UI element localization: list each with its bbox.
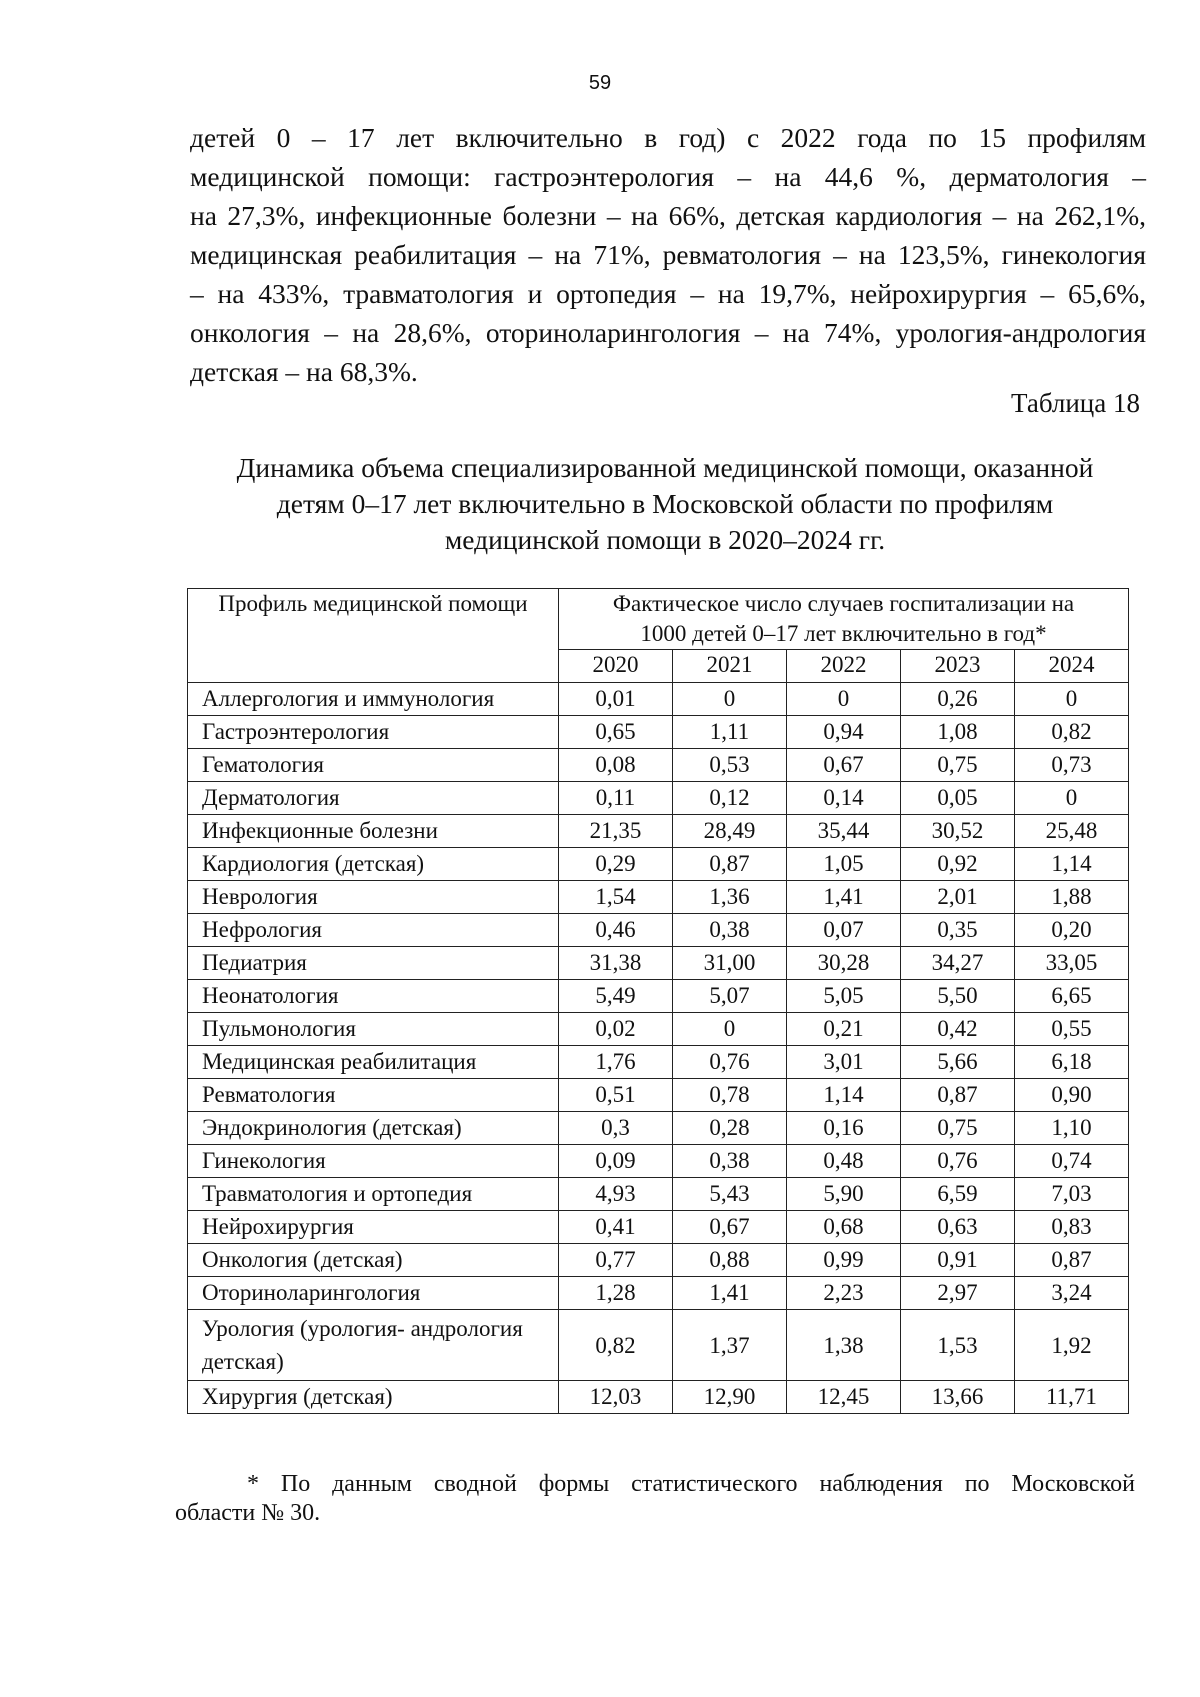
table-row bbox=[188, 1381, 1129, 1414]
table-row bbox=[188, 1046, 1129, 1079]
footnote-line: области № 30. bbox=[175, 1500, 321, 1526]
value-cell-2020: 0,08 bbox=[559, 749, 673, 782]
value-cell-2022: 35,44 bbox=[786, 815, 900, 848]
value-cell-2022: 5,90 bbox=[786, 1178, 900, 1211]
value-cell-2022: 3,01 bbox=[786, 1046, 900, 1079]
value-cell-2020: 0,82 bbox=[559, 1310, 673, 1381]
profile-name-cell: Пульмонология bbox=[188, 1013, 559, 1046]
value-cell-2021: 0,88 bbox=[672, 1244, 786, 1277]
value-cell-2023: 2,97 bbox=[900, 1277, 1014, 1310]
value-cell-2021: 0 bbox=[672, 1013, 786, 1046]
value-cell-2022: 0,99 bbox=[786, 1244, 900, 1277]
table-title-line: детям 0–17 лет включительно в Московской области по профилям bbox=[276, 488, 1054, 519]
value-cell-2024: 0,74 bbox=[1014, 1145, 1128, 1178]
profile-name-cell: Инфекционные болезни bbox=[188, 815, 559, 848]
value-cell-2020: 5,49 bbox=[559, 980, 673, 1013]
value-cell-2024: 7,03 bbox=[1014, 1178, 1128, 1211]
value-cell-2021: 1,36 bbox=[672, 881, 786, 914]
profile-name-cell: Эндокринология (детская) bbox=[188, 1112, 559, 1145]
profile-name-line: Урология (урология- андрология bbox=[202, 1316, 523, 1341]
value-cell-2024: 1,92 bbox=[1014, 1310, 1128, 1381]
value-cell-2024: 0,20 bbox=[1014, 914, 1128, 947]
value-cell-2020: 0,65 bbox=[559, 716, 673, 749]
table-row bbox=[188, 848, 1129, 881]
profile-name-cell: Неврология bbox=[188, 881, 559, 914]
value-cell-2024: 0 bbox=[1014, 782, 1128, 815]
table-row bbox=[188, 749, 1129, 782]
value-cell-2023: 13,66 bbox=[900, 1381, 1014, 1414]
value-cell-2023: 0,91 bbox=[900, 1244, 1014, 1277]
value-cell-2023: 0,87 bbox=[900, 1079, 1014, 1112]
profile-name-cell: Гастроэнтерология bbox=[188, 716, 559, 749]
value-cell-2020: 0,46 bbox=[559, 914, 673, 947]
value-cell-2022: 0,14 bbox=[786, 782, 900, 815]
table-label: Таблица 18 bbox=[1011, 388, 1140, 418]
value-cell-2022: 0,94 bbox=[786, 716, 900, 749]
profile-name-cell: Аллергология и иммунология bbox=[188, 683, 559, 716]
value-cell-2022: 0,67 bbox=[786, 749, 900, 782]
value-cell-2024: 33,05 bbox=[1014, 947, 1128, 980]
table-row bbox=[188, 683, 1129, 716]
profile-name-cell: Кардиология (детская) bbox=[188, 848, 559, 881]
page-number: 59 bbox=[588, 72, 612, 94]
value-cell-2023: 0,35 bbox=[900, 914, 1014, 947]
value-cell-2020: 0,09 bbox=[559, 1145, 673, 1178]
value-cell-2021: 0 bbox=[672, 683, 786, 716]
hospitalization-table bbox=[187, 588, 1129, 1414]
value-cell-2022: 1,41 bbox=[786, 881, 900, 914]
value-cell-2020: 1,76 bbox=[559, 1046, 673, 1079]
value-cell-2021: 0,53 bbox=[672, 749, 786, 782]
table-row bbox=[188, 782, 1129, 815]
footnote bbox=[175, 1470, 1135, 1528]
value-cell-2023: 1,08 bbox=[900, 716, 1014, 749]
paragraph-line: медицинская реабилитация – на 71%, ревматология – на 123,5%, гинекология bbox=[190, 239, 1146, 270]
table-row bbox=[188, 1079, 1129, 1112]
value-cell-2023: 0,26 bbox=[900, 683, 1014, 716]
value-cell-2024: 11,71 bbox=[1014, 1381, 1128, 1414]
table-row bbox=[188, 1211, 1129, 1244]
table-row bbox=[188, 1145, 1129, 1178]
table-row bbox=[188, 1178, 1129, 1211]
value-cell-2020: 4,93 bbox=[559, 1178, 673, 1211]
paragraph-line: медицинской помощи: гастроэнтерология – на 44,6 %, дерматология – bbox=[190, 161, 1146, 192]
table-row bbox=[188, 815, 1129, 848]
value-cell-2022: 0 bbox=[786, 683, 900, 716]
table-title-line: Динамика объема специализированной медицинской помощи, оказанной bbox=[236, 452, 1094, 483]
table-row bbox=[188, 881, 1129, 914]
value-cell-2024: 6,18 bbox=[1014, 1046, 1128, 1079]
value-cell-2021: 0,78 bbox=[672, 1079, 786, 1112]
profile-name-cell: Нейрохирургия bbox=[188, 1211, 559, 1244]
value-cell-2021: 0,76 bbox=[672, 1046, 786, 1079]
value-cell-2023: 5,50 bbox=[900, 980, 1014, 1013]
profile-name-cell: Гематология bbox=[188, 749, 559, 782]
value-cell-2022: 2,23 bbox=[786, 1277, 900, 1310]
profile-name-cell: Гинекология bbox=[188, 1145, 559, 1178]
profile-name-cell bbox=[188, 1310, 559, 1381]
value-cell-2020: 1,28 bbox=[559, 1277, 673, 1310]
profile-name-cell: Травматология и ортопедия bbox=[188, 1178, 559, 1211]
value-cell-2024: 0 bbox=[1014, 683, 1128, 716]
value-cell-2020: 21,35 bbox=[559, 815, 673, 848]
value-cell-2020: 0,51 bbox=[559, 1079, 673, 1112]
value-cell-2024: 6,65 bbox=[1014, 980, 1128, 1013]
value-cell-2020: 0,41 bbox=[559, 1211, 673, 1244]
profile-name-cell: Оториноларингология bbox=[188, 1277, 559, 1310]
table-body bbox=[188, 683, 1129, 1414]
value-cell-2020: 31,38 bbox=[559, 947, 673, 980]
value-cell-2023: 0,63 bbox=[900, 1211, 1014, 1244]
paragraph-line: – на 433%, травматология и ортопедия – на 19,7%, нейрохирургия – 65,6%, bbox=[190, 278, 1146, 309]
table-title-line: медицинской помощи в 2020–2024 гг. bbox=[444, 524, 886, 555]
value-cell-2020: 0,01 bbox=[559, 683, 673, 716]
year-header: 2021 bbox=[672, 650, 786, 683]
value-cell-2022: 12,45 bbox=[786, 1381, 900, 1414]
value-cell-2024: 0,87 bbox=[1014, 1244, 1128, 1277]
value-cell-2024: 25,48 bbox=[1014, 815, 1128, 848]
year-header: 2023 bbox=[900, 650, 1014, 683]
table-row bbox=[188, 1310, 1129, 1381]
value-cell-2020: 0,3 bbox=[559, 1112, 673, 1145]
value-cell-2021: 0,67 bbox=[672, 1211, 786, 1244]
value-cell-2023: 30,52 bbox=[900, 815, 1014, 848]
rate-group-header-line: Фактическое число случаев госпитализации на bbox=[612, 591, 1075, 616]
value-cell-2021: 1,11 bbox=[672, 716, 786, 749]
profile-name-cell: Педиатрия bbox=[188, 947, 559, 980]
value-cell-2024: 1,10 bbox=[1014, 1112, 1128, 1145]
value-cell-2023: 34,27 bbox=[900, 947, 1014, 980]
value-cell-2021: 0,87 bbox=[672, 848, 786, 881]
value-cell-2023: 0,05 bbox=[900, 782, 1014, 815]
value-cell-2022: 0,68 bbox=[786, 1211, 900, 1244]
value-cell-2020: 12,03 bbox=[559, 1381, 673, 1414]
value-cell-2023: 0,76 bbox=[900, 1145, 1014, 1178]
profile-name-cell: Нефрология bbox=[188, 914, 559, 947]
value-cell-2023: 0,42 bbox=[900, 1013, 1014, 1046]
value-cell-2023: 0,75 bbox=[900, 1112, 1014, 1145]
profile-column-header: Профиль медицинской помощи bbox=[188, 589, 559, 683]
value-cell-2022: 1,14 bbox=[786, 1079, 900, 1112]
value-cell-2022: 30,28 bbox=[786, 947, 900, 980]
value-cell-2022: 0,48 bbox=[786, 1145, 900, 1178]
value-cell-2023: 6,59 bbox=[900, 1178, 1014, 1211]
value-cell-2022: 5,05 bbox=[786, 980, 900, 1013]
profile-name-cell: Медицинская реабилитация bbox=[188, 1046, 559, 1079]
value-cell-2023: 5,66 bbox=[900, 1046, 1014, 1079]
year-header: 2020 bbox=[559, 650, 673, 683]
rate-group-header-line: 1000 детей 0–17 лет включительно в год* bbox=[640, 621, 1047, 646]
value-cell-2021: 28,49 bbox=[672, 815, 786, 848]
profile-name-cell: Хирургия (детская) bbox=[188, 1381, 559, 1414]
value-cell-2021: 0,12 bbox=[672, 782, 786, 815]
value-cell-2020: 0,11 bbox=[559, 782, 673, 815]
value-cell-2021: 1,37 bbox=[672, 1310, 786, 1381]
value-cell-2022: 1,38 bbox=[786, 1310, 900, 1381]
table-row bbox=[188, 980, 1129, 1013]
paragraph-line: на 27,3%, инфекционные болезни – на 66%, детская кардиология – на 262,1%, bbox=[190, 200, 1146, 231]
table-title bbox=[200, 450, 1130, 558]
value-cell-2023: 2,01 bbox=[900, 881, 1014, 914]
value-cell-2024: 1,14 bbox=[1014, 848, 1128, 881]
value-cell-2024: 0,82 bbox=[1014, 716, 1128, 749]
value-cell-2020: 1,54 bbox=[559, 881, 673, 914]
value-cell-2024: 0,55 bbox=[1014, 1013, 1128, 1046]
value-cell-2021: 0,38 bbox=[672, 914, 786, 947]
table-row bbox=[188, 1277, 1129, 1310]
table-row bbox=[188, 1013, 1129, 1046]
table-row bbox=[188, 914, 1129, 947]
footnote-line: * По данным сводной формы статистического наблюдения по Московской bbox=[247, 1471, 1135, 1497]
value-cell-2020: 0,29 bbox=[559, 848, 673, 881]
year-header: 2024 bbox=[1014, 650, 1128, 683]
rate-group-header bbox=[559, 589, 1129, 650]
value-cell-2024: 3,24 bbox=[1014, 1277, 1128, 1310]
value-cell-2022: 0,21 bbox=[786, 1013, 900, 1046]
table-row bbox=[188, 1112, 1129, 1145]
value-cell-2021: 5,43 bbox=[672, 1178, 786, 1211]
profile-name-cell: Онкология (детская) bbox=[188, 1244, 559, 1277]
value-cell-2024: 1,88 bbox=[1014, 881, 1128, 914]
profile-name-cell: Дерматология bbox=[188, 782, 559, 815]
profile-name-cell: Ревматология bbox=[188, 1079, 559, 1112]
value-cell-2020: 0,77 bbox=[559, 1244, 673, 1277]
paragraph-line: детей 0 – 17 лет включительно в год) с 2022 года по 15 профилям bbox=[190, 122, 1146, 153]
year-header: 2022 bbox=[786, 650, 900, 683]
value-cell-2022: 0,07 bbox=[786, 914, 900, 947]
value-cell-2023: 0,92 bbox=[900, 848, 1014, 881]
value-cell-2022: 1,05 bbox=[786, 848, 900, 881]
paragraph-line: детская – на 68,3%. bbox=[190, 356, 418, 387]
paragraph-line: онкология – на 28,6%, оториноларингология – на 74%, урология-андрология bbox=[190, 317, 1146, 348]
value-cell-2023: 0,75 bbox=[900, 749, 1014, 782]
profile-name-cell: Неонатология bbox=[188, 980, 559, 1013]
value-cell-2024: 0,83 bbox=[1014, 1211, 1128, 1244]
table-row bbox=[188, 716, 1129, 749]
value-cell-2021: 31,00 bbox=[672, 947, 786, 980]
value-cell-2024: 0,90 bbox=[1014, 1079, 1128, 1112]
table-row bbox=[188, 1244, 1129, 1277]
value-cell-2021: 0,38 bbox=[672, 1145, 786, 1178]
value-cell-2023: 1,53 bbox=[900, 1310, 1014, 1381]
value-cell-2024: 0,73 bbox=[1014, 749, 1128, 782]
table-row bbox=[188, 947, 1129, 980]
value-cell-2021: 1,41 bbox=[672, 1277, 786, 1310]
value-cell-2021: 12,90 bbox=[672, 1381, 786, 1414]
value-cell-2022: 0,16 bbox=[786, 1112, 900, 1145]
value-cell-2021: 5,07 bbox=[672, 980, 786, 1013]
value-cell-2021: 0,28 bbox=[672, 1112, 786, 1145]
profile-name-line: детская) bbox=[202, 1349, 284, 1374]
value-cell-2020: 0,02 bbox=[559, 1013, 673, 1046]
body-paragraph bbox=[190, 118, 1146, 391]
